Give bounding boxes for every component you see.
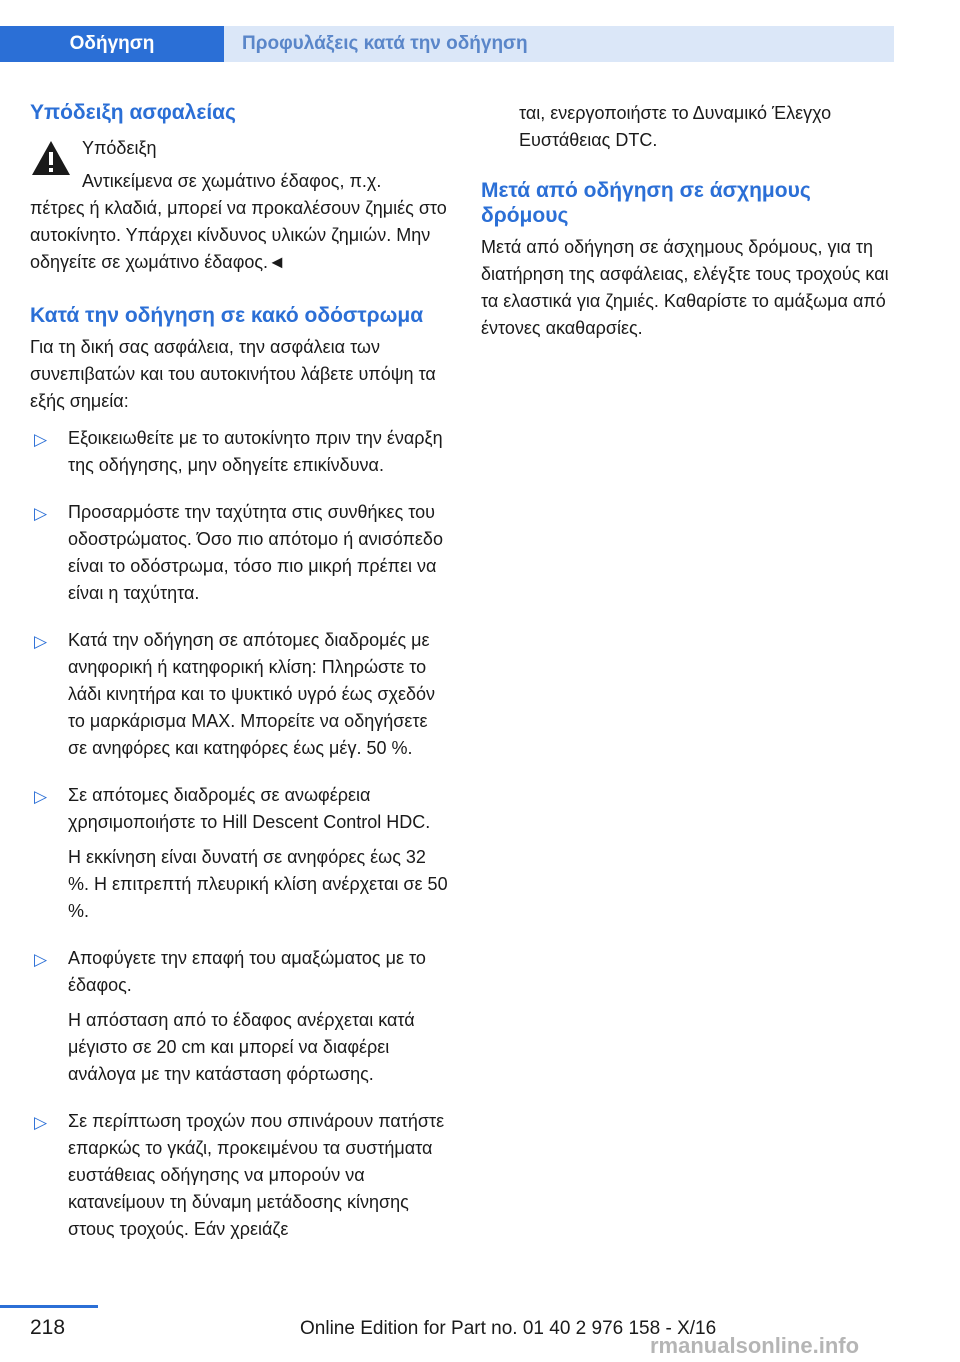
list-item-text: Κατά την οδήγηση σε απότομες διαδρομές με ανηφορική ή κατηφορική κλίση: Πληρώστε το λάδι κινητήρα και το ψυκτικό υγρό έως σχεδόν το μαρκάρισμα MAX. Μπορείτε να οδηγήσετε σε ανηφόρες και κατηφόρες έως μέγ. 50 %. [68, 630, 436, 758]
warning-title: Υπόδειξη [82, 138, 157, 158]
list-item [30, 782, 450, 925]
list-item [30, 499, 450, 607]
section-text: Μετά από οδήγηση σε άσχημους δρόμους, για τη διατήρηση της ασφάλειας, ελέγξτε τους τροχούς και τα ελαστικά για ζημιές. Καθαρίστε το αμάξωμα από έντονες ακαθαρσίες. [481, 237, 889, 338]
continuation-text: ται, ενεργοποιήστε το Δυναμικό Έλεγχο Ευστάθειας DTC. [519, 103, 832, 150]
warning-heading: Υπόδειξη ασφαλείας [30, 101, 236, 124]
page-number: 218 [30, 1316, 66, 1339]
list-item-note: Η απόσταση από το έδαφος ανέρχεται κατά μέγιστο σε 20 cm και μπορεί να διαφέρει ανάλογα με την κατάσταση φόρτωσης. [68, 1010, 415, 1084]
left-column [30, 100, 450, 1263]
section-heading-bad-road: Κατά την οδήγηση σε κακό οδόστρωμα [30, 304, 424, 327]
list-item-text: Εξοικειωθείτε με το αυτοκίνητο πριν την έναρξη της οδήγησης, μην οδηγείτε επικίνδυνα. [68, 428, 443, 475]
list-item-text: Προσαρμόστε την ταχύτητα στις συνθήκες του οδοστρώματος. Όσο πιο απότομο ή ανισόπεδο είναι το οδόστρωμα, τόσο πιο μικρή πρέπει να είναι η ταχύτητα. [68, 502, 443, 603]
watermark: rmanualsonline.info [650, 1333, 860, 1358]
bullet-icon: ▷ [34, 504, 48, 523]
warning-text-first: Αντικείμενα σε χωμάτινο έδαφος, π.χ. [82, 171, 382, 191]
section-tab[interactable]: Προφυλάξεις κατά την οδήγηση [224, 26, 894, 62]
section-intro: Για τη δική σας ασφάλεια, την ασφάλεια των συνεπιβατών και του αυτοκινήτου λάβετε υπόψη τα εξής σημεία: [30, 337, 436, 411]
warning-triangle-icon [30, 139, 72, 177]
list-item [30, 945, 450, 1088]
bullet-icon: ▷ [34, 787, 48, 806]
list-item-text: Αποφύγετε την επαφή του αμαξώματος με το έδαφος. [68, 948, 426, 995]
tips-list [30, 425, 450, 1243]
page-header [0, 26, 894, 62]
list-item-note: Η εκκίνηση είναι δυνατή σε ανηφόρες έως 32 %. Η επιτρεπτή πλευρική κλίση ανέρχεται σε 50 %. [68, 847, 448, 921]
section-heading-after-rough-road: Μετά από οδήγηση σε άσχημους δρόμους [481, 179, 811, 227]
list-item [30, 1108, 450, 1243]
footer-accent-line [0, 1305, 98, 1308]
list-item [30, 425, 450, 479]
edition-text: Online Edition for Part no. 01 40 2 976 158 - X/16 [300, 1318, 717, 1339]
bullet-icon: ▷ [34, 1113, 48, 1132]
chapter-tab[interactable]: Οδήγηση [0, 26, 224, 62]
bullet-icon: ▷ [34, 430, 48, 449]
list-item-text: Σε απότομες διαδρομές σε ανωφέρεια χρησιμοποιήστε το Hill Descent Control HDC. [68, 785, 431, 832]
list-item-text: Σε περίπτωση τροχών που σπινάρουν πατήστε επαρκώς το γκάζι, προκειμένου τα συστήματα ευστάθειας οδήγησης να μπορούν να κατανείμουν τη δύναμη μετάδοσης κίνησης στους τροχούς. Εάν χρειάζε [68, 1111, 445, 1239]
right-column [481, 100, 901, 342]
bullet-icon: ▷ [34, 632, 48, 651]
bullet-icon: ▷ [34, 950, 48, 969]
warning-box [30, 135, 450, 276]
warning-text: πέτρες ή κλαδιά, μπορεί να προκαλέσουν ζημιές στο αυτοκίνητο. Υπάρχει κίνδυνος υλικών ζημιών. Μην οδηγείτε σε χωμάτινο έδαφος.◄ [30, 198, 447, 272]
list-item [30, 627, 450, 762]
